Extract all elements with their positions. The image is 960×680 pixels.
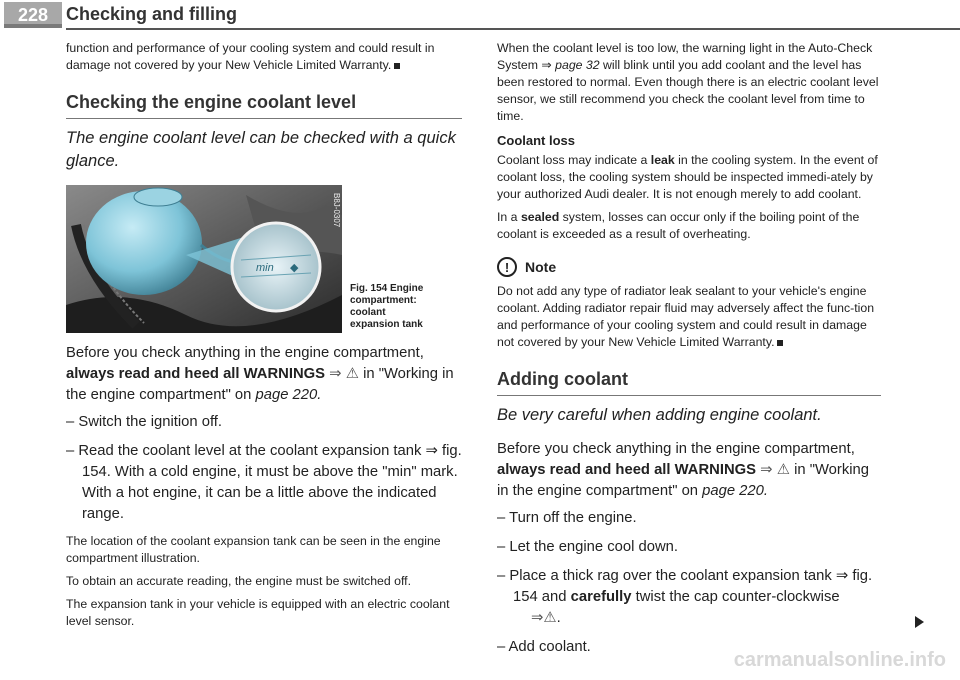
low-level-paragraph: When the coolant level is too low, the warning light in the Auto-Check System ⇒ page 32 will blink until you add coolant and the level has been restored to normal. Even though there is an electric coolant level sensor, we still recommend you check the coolant level from time to time. <box>497 41 879 123</box>
watermark: carmanualsonline.info <box>733 649 946 671</box>
warning-triangle-icon: ⚠ <box>543 610 557 626</box>
heading-checking-coolant: Checking the engine coolant level <box>66 92 462 119</box>
warning-triangle-icon: ⚠ <box>345 366 359 382</box>
intro-paragraph: Before you check anything in the engine compartment, always read and heed all WARNINGS ⇒ ⚠ in "Working in the engine compartment" on page 220. <box>66 345 454 403</box>
note-accurate-reading: To obtain an accurate reading, the engine must be switched off. <box>66 574 411 588</box>
end-mark-icon <box>394 63 400 69</box>
adding-intro-paragraph: Before you check anything in the engine compartment, always read and heed all WARNINGS ⇒ ⚠ in "Working in the engine compartment" on page 220. <box>497 441 869 499</box>
note-header <box>497 257 881 277</box>
step-cool-down: – Let the engine cool down. <box>497 539 678 555</box>
warning-triangle-icon: ⚠ <box>776 462 790 478</box>
note-sensor: The expansion tank in your vehicle is equipped with an electric coolant level sensor. <box>66 597 450 628</box>
step-turn-off-engine: – Turn off the engine. <box>497 510 637 526</box>
page-tab-stripe <box>4 24 62 28</box>
figure-side-code: B8J-0307 <box>332 193 341 228</box>
note-exclamation-icon: ! <box>497 257 517 277</box>
continued-paragraph: function and performance of your cooling system and could result in damage not covered by your New Vehicle Limited Warranty. <box>66 41 435 72</box>
step-add-coolant: – Add coolant. <box>497 639 591 655</box>
note-title: Note <box>525 259 557 275</box>
heading-adding-coolant: Adding coolant <box>497 369 881 396</box>
page-number: 228 <box>17 4 49 25</box>
section-title: Checking and filling <box>66 4 238 24</box>
figure-154 <box>66 185 462 333</box>
callout-min-label: min <box>256 262 274 274</box>
sealed-system-paragraph: In a sealed system, losses can occur only if the boiling point of the coolant is exceeded as a result of overheating. <box>497 210 860 241</box>
subtitle-adding-coolant: Be very careful when adding engine coolant. <box>497 406 822 424</box>
coolant-loss-paragraph: Coolant loss may indicate a leak in the cooling system. In the event of coolant loss, the cooling system should be inspected immedi-ately by your authorized Audi dealer. It is not enough merely to add coolant. <box>497 153 878 201</box>
note-location: The location of the coolant expansion tank can be seen in the engine compartment illustration. <box>66 534 441 565</box>
note-paragraph: Do not add any type of radiator leak sealant to your vehicle's engine coolant. Adding radiator repair fluid may adversely affect the func-tion and performance of your cooling system and could result in damage not covered by your New Vehicle Limited Warranty. <box>497 284 875 349</box>
end-mark-icon <box>777 340 783 346</box>
step-read-level: – Read the coolant level at the coolant expansion tank ⇒ fig. 154. With a cold engine, it must be above the "min" mark. With a hot engine, it can be a little above the indicated range. <box>66 443 462 522</box>
right-column <box>497 40 881 666</box>
heading-coolant-loss: Coolant loss <box>497 133 576 148</box>
step-switch-ignition: – Switch the ignition off. <box>66 414 223 430</box>
svg-text:◆: ◆ <box>290 261 299 274</box>
page-header <box>0 0 960 34</box>
left-column <box>66 40 462 636</box>
figure-caption: Fig. 154 Engine compartment: coolant expansion tank <box>350 283 424 330</box>
page-number-tab <box>4 2 62 28</box>
next-page-arrow-icon <box>915 616 924 628</box>
step-place-rag: – Place a thick rag over the coolant expansion tank ⇒ fig. 154 and carefully twist the cap counter-clockwise ⇒⚠. <box>497 568 873 626</box>
header-rule <box>66 28 960 30</box>
subtitle-checking-coolant: The engine coolant level can be checked with a quick glance. <box>66 129 456 170</box>
coolant-tank-photo <box>66 185 342 333</box>
